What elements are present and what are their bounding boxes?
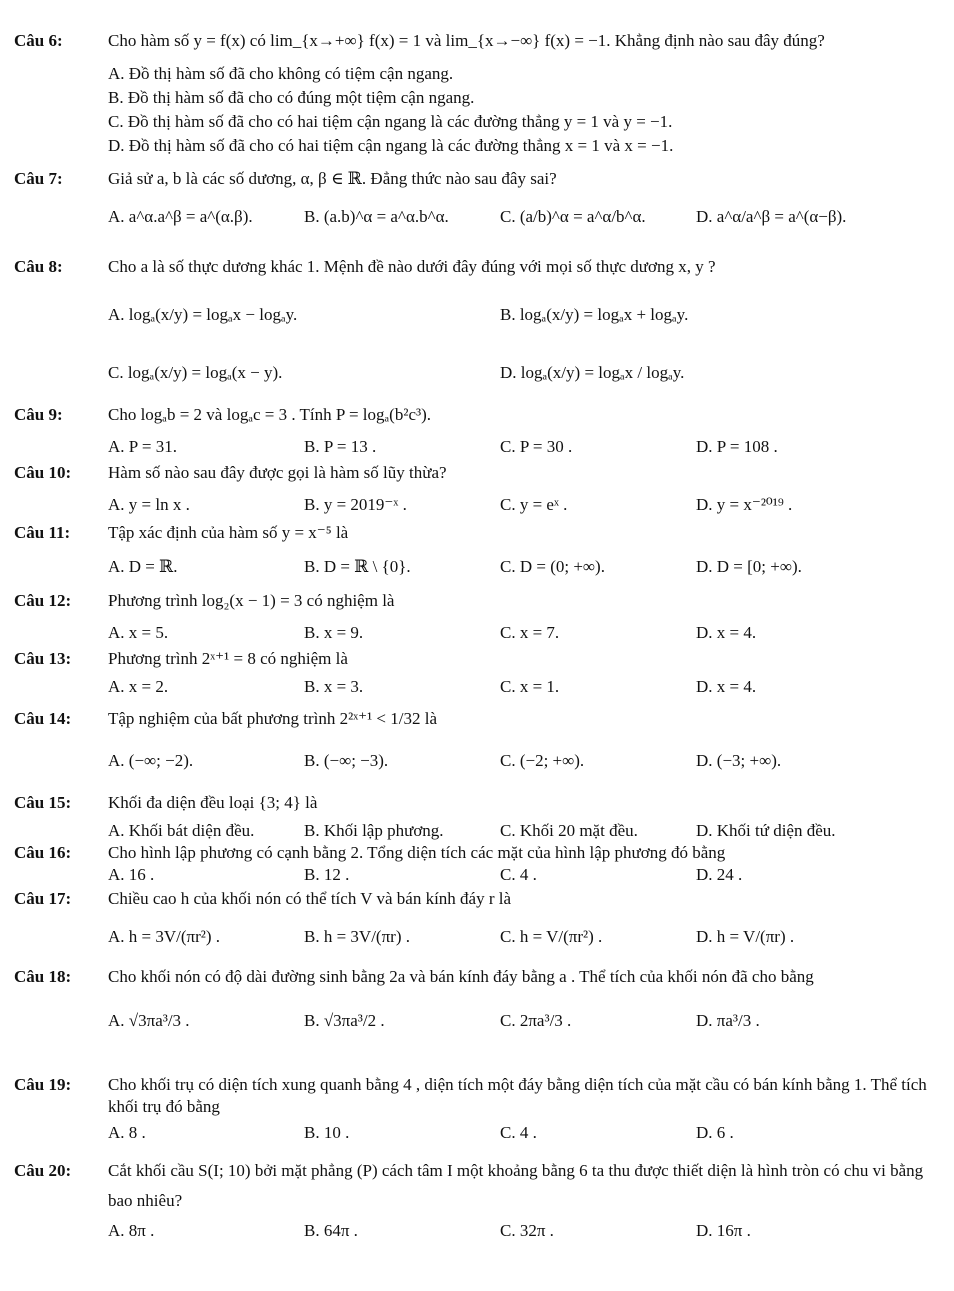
option-a[interactable]: A. P = 31. — [108, 437, 177, 456]
question-number: Câu 6: — [14, 31, 63, 50]
question-6 — [14, 30, 940, 158]
option-c[interactable]: C. (−2; +∞). — [500, 751, 585, 770]
question-number: Câu 15: — [14, 793, 72, 812]
question-15 — [14, 792, 940, 842]
option-c[interactable]: C. 2πa³/3 . — [500, 1011, 572, 1030]
option-c[interactable]: C. logₐ(x/y) = logₐ(x − y). — [108, 363, 283, 382]
option-b[interactable]: B. y = 2019⁻ˣ . — [304, 495, 407, 514]
option-a[interactable]: A. √3πa³/3 . — [108, 1011, 190, 1030]
option-b[interactable]: B. h = 3V/(πr) . — [304, 927, 410, 946]
question-stem: Cho khối trụ có diện tích xung quanh bằng 4 , diện tích một đáy bằng diện tích của mặt cầu có bán kính bằng 1. Thể tích khối trụ đó bằng — [108, 1075, 927, 1116]
option-d[interactable]: D. 16π . — [696, 1221, 751, 1240]
question-number: Câu 10: — [14, 463, 72, 482]
question-number: Câu 9: — [14, 405, 63, 424]
question-stem: Hàm số nào sau đây được gọi là hàm số lũy thừa? — [108, 463, 447, 482]
question-stem: Khối đa diện đều loại {3; 4} là — [108, 793, 318, 812]
question-9 — [14, 404, 940, 458]
option-c[interactable]: C. Khối 20 mặt đều. — [500, 821, 638, 840]
option-d[interactable]: D. D = [0; +∞). — [696, 557, 802, 576]
option-c[interactable]: C. 32π . — [500, 1221, 554, 1240]
option-a[interactable]: A. D = ℝ. — [108, 557, 178, 576]
question-stem: Cho khối nón có độ dài đường sinh bằng 2a và bán kính đáy bằng a . Thể tích của khối nón đã cho bằng — [108, 967, 814, 986]
option-d[interactable]: D. Khối tứ diện đều. — [696, 821, 836, 840]
option-d[interactable]: D. P = 108 . — [696, 437, 778, 456]
question-16 — [14, 842, 940, 886]
option-d[interactable]: D. πa³/3 . — [696, 1011, 760, 1030]
option-b[interactable]: B. 10 . — [304, 1123, 350, 1142]
question-number: Câu 13: — [14, 649, 72, 668]
option-b[interactable]: B. D = ℝ \ {0}. — [304, 557, 411, 576]
option-a[interactable]: A. (−∞; −2). — [108, 751, 194, 770]
option-b[interactable]: B. x = 9. — [304, 623, 364, 642]
option-c[interactable]: C. D = (0; +∞). — [500, 557, 605, 576]
option-d[interactable]: D. 24 . — [696, 865, 743, 884]
option-a[interactable]: A. a^α.a^β = a^(α.β). — [108, 207, 253, 226]
option-b[interactable]: B. Khối lập phương. — [304, 821, 444, 840]
option-d[interactable]: D. h = V/(πr) . — [696, 927, 795, 946]
option-a[interactable]: A. y = ln x . — [108, 495, 190, 514]
option-c[interactable]: C. h = V/(πr²) . — [500, 927, 603, 946]
question-11 — [14, 522, 940, 578]
option-a[interactable]: A. 16 . — [108, 865, 155, 884]
option-b[interactable]: B. Đồ thị hàm số đã cho có đúng một tiệm cận ngang. — [108, 88, 475, 107]
option-a[interactable]: A. 8π . — [108, 1221, 155, 1240]
question-stem: Cắt khối cầu S(I; 10) bởi mặt phẳng (P) cách tâm I một khoảng bằng 6 ta thu được thiết diện là hình tròn có chu vi bằng bao nhiêu? — [108, 1161, 924, 1210]
option-a[interactable]: A. h = 3V/(πr²) . — [108, 927, 221, 946]
question-19 — [14, 1074, 940, 1144]
option-c[interactable]: C. Đồ thị hàm số đã cho có hai tiệm cận ngang là các đường thẳng y = 1 và y = −1. — [108, 112, 673, 131]
option-c[interactable]: C. (a/b)^α = a^α/b^α. — [500, 207, 646, 226]
option-d[interactable]: D. x = 4. — [696, 677, 757, 696]
question-number: Câu 8: — [14, 257, 63, 276]
question-number: Câu 20: — [14, 1161, 72, 1180]
question-18 — [14, 966, 940, 1032]
option-b[interactable]: B. (−∞; −3). — [304, 751, 389, 770]
question-stem: Cho hình lập phương có cạnh bằng 2. Tổng diện tích các mặt của hình lập phương đó bằng — [108, 843, 726, 862]
question-number: Câu 14: — [14, 709, 72, 728]
question-stem: Cho a là số thực dương khác 1. Mệnh đề nào dưới đây đúng với mọi số thực dương x, y ? — [108, 257, 716, 276]
question-number: Câu 16: — [14, 843, 72, 862]
question-stem: Giả sử a, b là các số dương, α, β ∈ ℝ. Đẳng thức nào sau đây sai? — [108, 169, 557, 188]
option-a[interactable]: A. logₐ(x/y) = logₐx − logₐy. — [108, 305, 298, 324]
option-a[interactable]: A. 8 . — [108, 1123, 146, 1142]
option-a[interactable]: A. Khối bát diện đều. — [108, 821, 255, 840]
option-d[interactable]: D. x = 4. — [696, 623, 757, 642]
question-stem: Tập xác định của hàm số y = x⁻⁵ là — [108, 523, 349, 542]
option-b[interactable]: B. 64π . — [304, 1221, 358, 1240]
question-stem: Cho logₐb = 2 và logₐc = 3 . Tính P = logₐ(b²c³). — [108, 405, 431, 424]
question-17 — [14, 888, 940, 948]
question-stem: Phương trình 2ˣ⁺¹ = 8 có nghiệm là — [108, 649, 348, 668]
question-7 — [14, 168, 940, 228]
question-stem: Cho hàm số y = f(x) có lim_{x→+∞} f(x) = 1 và lim_{x→−∞} f(x) = −1. Khẳng định nào sau đây đúng? — [108, 31, 825, 50]
option-d[interactable]: D. logₐ(x/y) = logₐx / logₐy. — [500, 363, 685, 382]
question-8 — [14, 256, 940, 384]
question-20 — [14, 1156, 940, 1242]
question-12 — [14, 590, 940, 644]
question-number: Câu 11: — [14, 523, 71, 542]
option-c[interactable]: C. 4 . — [500, 1123, 537, 1142]
option-d[interactable]: D. a^α/a^β = a^(α−β). — [696, 207, 847, 226]
option-a[interactable]: A. x = 5. — [108, 623, 169, 642]
question-number: Câu 7: — [14, 169, 63, 188]
option-a[interactable]: A. x = 2. — [108, 677, 169, 696]
question-number: Câu 18: — [14, 967, 72, 986]
option-d[interactable]: D. Đồ thị hàm số đã cho có hai tiệm cận ngang là các đường thẳng x = 1 và x = −1. — [108, 136, 674, 155]
question-14 — [14, 708, 940, 772]
option-b[interactable]: B. (a.b)^α = a^α.b^α. — [304, 207, 449, 226]
question-number: Câu 12: — [14, 591, 72, 610]
option-b[interactable]: B. x = 3. — [304, 677, 364, 696]
question-stem: Chiều cao h của khối nón có thể tích V và bán kính đáy r là — [108, 889, 512, 908]
question-stem: Phương trình log₂(x − 1) = 3 có nghiệm là — [108, 591, 395, 610]
option-d[interactable]: D. 6 . — [696, 1123, 734, 1142]
option-b[interactable]: B. P = 13 . — [304, 437, 377, 456]
option-c[interactable]: C. x = 1. — [500, 677, 560, 696]
option-a[interactable]: A. Đồ thị hàm số đã cho không có tiệm cận ngang. — [108, 64, 454, 83]
option-d[interactable]: D. y = x⁻²⁰¹⁹ . — [696, 495, 793, 514]
question-stem: Tập nghiệm của bất phương trình 2²ˣ⁺¹ < 1/32 là — [108, 709, 438, 728]
option-b[interactable]: B. √3πa³/2 . — [304, 1011, 385, 1030]
option-c[interactable]: C. P = 30 . — [500, 437, 573, 456]
option-c[interactable]: C. x = 7. — [500, 623, 560, 642]
option-c[interactable]: C. y = eˣ . — [500, 495, 568, 514]
question-10 — [14, 462, 940, 516]
option-d[interactable]: D. (−3; +∞). — [696, 751, 782, 770]
option-b[interactable]: B. 12 . — [304, 865, 350, 884]
option-c[interactable]: C. 4 . — [500, 865, 537, 884]
question-13 — [14, 648, 940, 698]
question-number: Câu 19: — [14, 1075, 72, 1094]
option-b[interactable]: B. logₐ(x/y) = logₐx + logₐy. — [500, 305, 689, 324]
question-number: Câu 17: — [14, 889, 72, 908]
